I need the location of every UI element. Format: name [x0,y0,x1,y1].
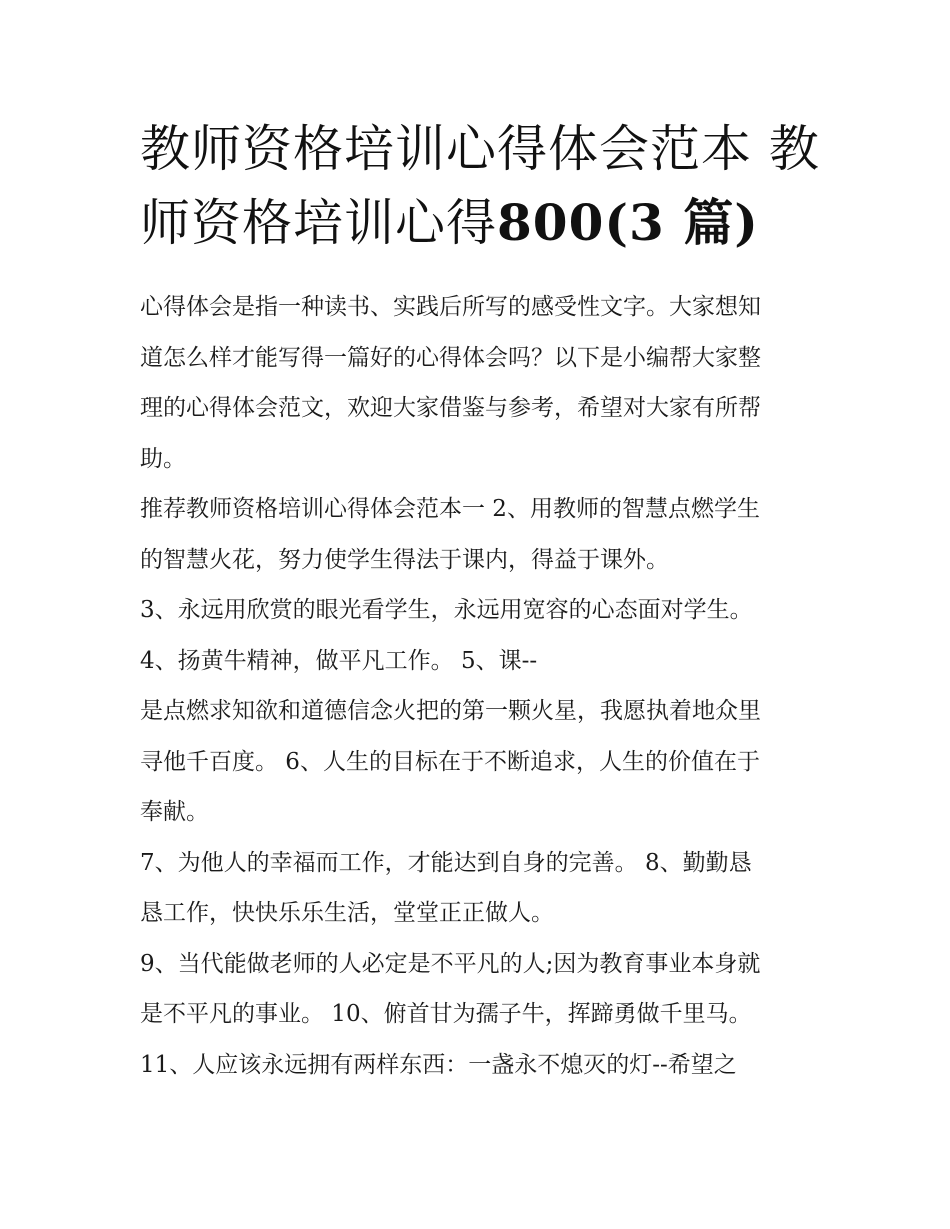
body-line: 助。 [140,445,186,472]
body-line: 是不平凡的事业。 10、俯首甘为孺子牛，挥蹄勇做千里马。 [140,1001,752,1027]
document-body [140,282,830,1090]
body-line: 奉献。 [140,799,209,825]
body-line: 寻他千百度。 6、人生的目标在于不断追求，人生的价值在于 [140,748,760,775]
body-line: 3、永远用欣赏的眼光看学生，永远用宽容的心态面对学生。 [140,597,753,623]
body-line: 的智慧火花，努力使学生得法于课内，得益于课外。 [140,546,669,573]
body-line: 4、扬黄牛精神，做平凡工作。 5、课-- [140,647,538,674]
body-line: 心得体会是指一种读书、实践后所写的感受性文字。大家想知 [140,294,761,320]
document-title [140,112,820,260]
body-line: 道怎么样才能写得一篇好的心得体会吗？以下是小编帮大家整 [140,344,761,371]
body-line: 9、当代能做老师的人必定是不平凡的人;因为教育事业本身就 [140,950,761,977]
body-line: 理的心得体会范文，欢迎大家借鉴与参考，希望对大家有所帮 [140,395,761,421]
body-line: 恳工作，快快乐乐生活，堂堂正正做人。 [140,900,554,926]
body-line: 是点燃求知欲和道德信念火把的第一颗火星，我愿执着地众里 [140,698,761,724]
body-line: 推荐教师资格培训心得体会范本一 2、用教师的智慧点燃学生 [140,496,760,522]
title-text: 教师资格培训心得体会范本 教师资格培训心得 [140,120,820,252]
body-line: 7、为他人的幸福而工作，才能达到自身的完善。 8、勤勤恳 [140,849,752,876]
body-line: 11、人应该永远拥有两样东西：一盏永不熄灭的灯--希望之 [140,1051,737,1078]
title-suffix: 800(3 篇) [497,193,759,252]
